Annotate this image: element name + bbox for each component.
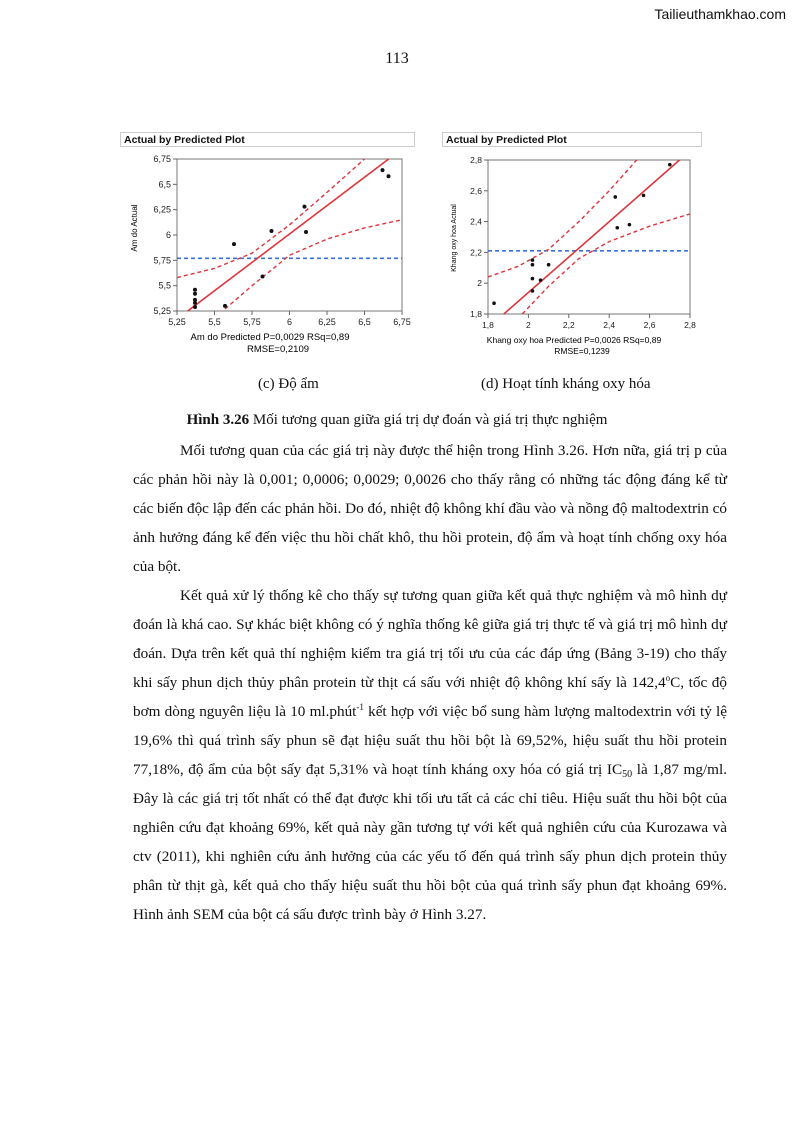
x-tick-label: 5,5 <box>208 317 221 327</box>
y-tick-label: 6,75 <box>153 154 171 164</box>
data-point <box>628 223 632 227</box>
x-tick-label: 6,25 <box>318 317 336 327</box>
x-tick-label: 1,8 <box>482 320 494 330</box>
data-point <box>642 194 646 198</box>
body-text <box>133 436 727 929</box>
unit-superscript: -1 <box>356 702 364 712</box>
data-point <box>381 168 385 172</box>
ic50-subscript: 50 <box>622 769 633 780</box>
data-point <box>303 205 307 209</box>
x-tick-label: 6,75 <box>393 317 411 327</box>
data-point <box>492 301 496 305</box>
data-point <box>668 163 672 167</box>
paragraph-2-part-a: Kết quả xử lý thống kê cho thấy sự tương quan giữa kết quả thực nghiệm và mô hình dự đoán là khá cao. Sự khác biệt không có ý nghĩa thống kê giữa giá trị thực tế và giá trị mô hình dự đoán. Dựa trên kết quả thí nghiệm kiểm tra giá trị tối ưu của các đáp ứng (Bảng 3-19) cho thấy khi sấy phun dịch thủy phân protein từ thịt cá sấu với nhiệt độ không khí sấy là 142,4 <box>133 587 727 691</box>
figure-antioxidant <box>442 132 704 360</box>
y-tick-label: 1,8 <box>470 309 482 319</box>
data-point <box>193 305 197 309</box>
x-tick-label: 2 <box>526 320 531 330</box>
x-tick-label: 2,2 <box>562 320 575 330</box>
site-watermark: Tailieuthamkhao.com <box>654 6 786 22</box>
plot-title: Actual by Predicted Plot <box>442 132 702 147</box>
subcaption-d: (d) Hoạt tính kháng oxy hóa <box>481 376 651 392</box>
figure-caption-text: Mối tương quan giữa giá trị dự đoán và giá trị thực nghiệm <box>252 412 608 428</box>
plot-frame <box>488 160 690 314</box>
y-tick-label: 2 <box>477 278 482 289</box>
data-point <box>615 226 619 230</box>
x-axis-label: Khang oxy hoa Predicted P=0,0026 RSq=0,89 <box>486 335 662 345</box>
data-point <box>261 275 265 279</box>
y-tick-label: 2,8 <box>470 155 482 165</box>
figure-caption <box>0 412 794 429</box>
y-tick-label: 6,25 <box>153 204 171 215</box>
rmse-label: RMSE=0,2109 <box>246 344 310 355</box>
subcaption-c: (c) Độ ẩm <box>258 376 319 392</box>
figure-moisture <box>120 132 420 360</box>
data-point <box>613 195 617 199</box>
paragraph-1: Mối tương quan của các giá trị này được thể hiện trong Hình 3.26. Hơn nữa, giá trị p của các phản hồi này là 0,001; 0,0006; 0,0029; 0,0026 cho thấy rằng có những tác động đáng kể từ các biến độc lập đến các phản hồi. Do đó, nhiệt độ không khí đầu vào và nồng độ maltodextrin có ảnh hưởng đáng kể đến việc thu hồi chất khô, thu hồi protein, độ ẩm và hoạt tính chống oxy hóa của bột. <box>133 442 727 575</box>
y-tick-label: 2,4 <box>470 216 482 227</box>
data-point <box>531 277 535 281</box>
data-point <box>387 174 391 178</box>
x-axis-label: Am do Predicted P=0,0029 RSq=0,89 <box>190 332 350 343</box>
rmse-label: RMSE=0,1239 <box>554 346 610 356</box>
figure-label: Hình 3.26 <box>186 412 250 428</box>
y-tick-label: 5,75 <box>153 255 171 266</box>
data-point <box>531 258 535 262</box>
y-tick-label: 2,2 <box>470 247 482 258</box>
y-tick-label: 5,5 <box>158 280 171 291</box>
y-axis-label: Khang oxy hoa Actual <box>451 204 458 272</box>
data-point <box>223 304 227 308</box>
x-tick-label: 2,6 <box>643 320 656 330</box>
data-point <box>304 230 308 234</box>
y-tick-label: 2,6 <box>470 185 482 196</box>
degree-superscript: o <box>665 673 671 683</box>
antioxidant-chart <box>442 132 704 360</box>
paragraph-2-part-b: C, tốc độ bơm dòng nguyên liệu là 10 ml.phút <box>133 674 727 720</box>
paragraph-2-part-c: kết hợp với việc bổ sung hàm lượng maltodextrin với tỷ lệ 19,6% thì quá trình sấy phun sẽ đạt hiệu suất thu hồi bột là 69,52%, hiệu suất thu hồi protein 77,18%, độ ẩm của bột sấy đạt 5,31% và hoạt tính kháng oxy hóa có giá trị IC <box>133 703 727 778</box>
data-point <box>539 278 543 282</box>
x-tick-label: 2,4 <box>603 320 616 330</box>
moisture-chart <box>120 132 420 360</box>
page-number: 113 <box>385 50 409 67</box>
data-point <box>547 263 551 267</box>
data-point <box>531 289 535 293</box>
paragraph-2 <box>133 581 727 929</box>
data-point <box>270 229 274 233</box>
x-tick-label: 5,75 <box>243 317 261 327</box>
data-point <box>232 242 236 246</box>
data-point <box>531 263 535 267</box>
paragraph-2-part-d: là 1,87 mg/ml. Đây là các giá trị tốt nhất có thể đạt được khi tối ưu tất cả các chỉ tiêu. Hiệu suất thu hồi bột của nghiên cứu đạt khoảng 69%, kết quả này gần tương tự với kết quả nghiên cứu của Kurozawa và ctv (2011), khi nghiên cứu ảnh hưởng của các yếu tố đến quá trình sấy phun dịch protein thủy phân từ thịt gà, kết quả cho thấy hiệu suất thu hồi bột của quá trình sấy phun đạt khoảng 69%. Hình ảnh SEM của bột cá sấu được trình bày ở Hình 3.27. <box>133 761 727 923</box>
y-tick-label: 5,25 <box>153 306 171 316</box>
data-point <box>193 292 197 296</box>
y-tick-label: 6,5 <box>158 179 171 190</box>
plot-title: Actual by Predicted Plot <box>120 132 415 147</box>
x-tick-label: 2,8 <box>684 320 696 330</box>
x-tick-label: 5,25 <box>168 317 186 327</box>
x-tick-label: 6 <box>286 317 293 327</box>
y-axis-label: Am do Actual <box>130 204 139 252</box>
data-point <box>193 301 197 305</box>
data-point <box>193 288 197 292</box>
y-tick-label: 6 <box>165 230 171 240</box>
x-tick-label: 6,5 <box>358 317 371 327</box>
